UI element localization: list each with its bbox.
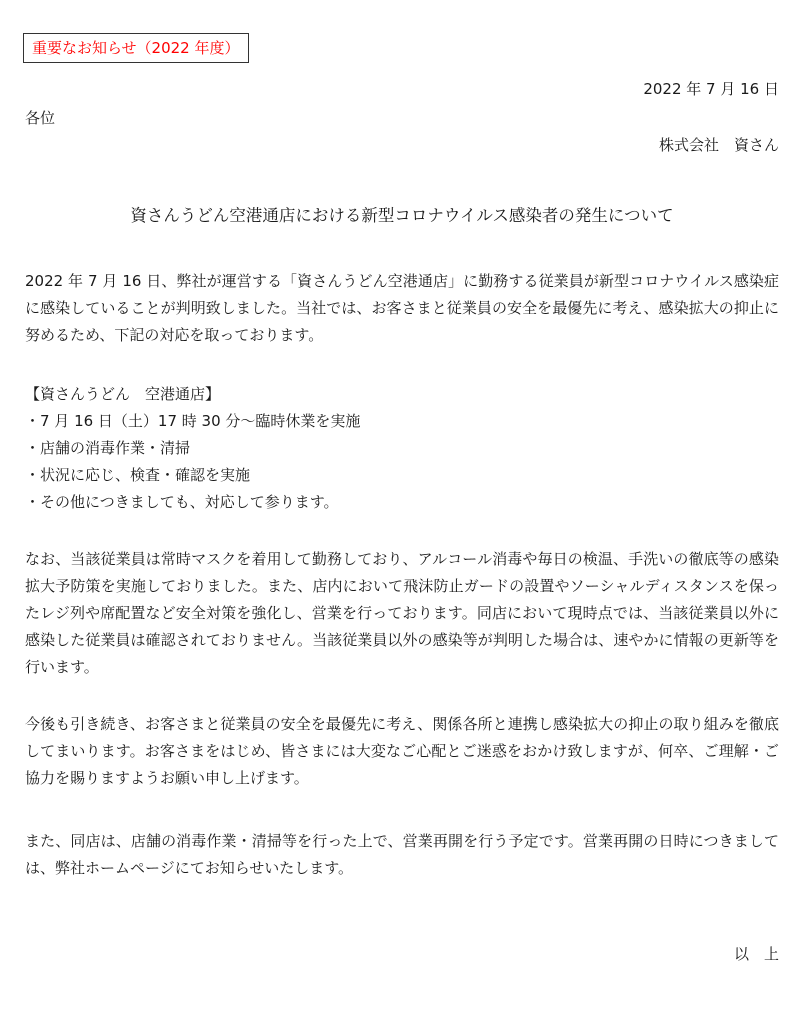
commitment-paragraph: 今後も引き続き、お客さまと従業員の安全を最優先に考え、関係各所と連携し感染拡大の抑止の取り組みを徹底してまいります。お客さまをはじめ、皆さまには大変なご心配とご迷惑をおかけ致しますが、何卒、ご理解・ご協力を賜りますようお願い申し上げます。 <box>25 715 779 787</box>
addressee: 各位 <box>25 109 56 127</box>
store-measures-list <box>25 381 779 516</box>
closing-mark: 以 上 <box>733 945 779 963</box>
document-date: 2022 年 7 月 16 日 <box>643 80 779 98</box>
intro-paragraph: 2022 年 7 月 16 日、弊社が運営する「資さんうどん空港通店」に勤務する従業員が新型コロナウイルス感染症に感染していることが判明致しました。当社では、お客さまと従業員の安全を最優先に考え、感染拡大の抑止に努めるため、下記の対応を取っております。 <box>25 272 779 344</box>
document-title: 資さんうどん空港通店における新型コロナウイルス感染者の発生について <box>130 206 674 225</box>
details-paragraph: なお、当該従業員は常時マスクを着用して勤務しており、アルコール消毒や毎日の検温、手洗いの徹底等の感染拡大予防策を実施しておりました。また、店内において飛沫防止ガードの設置やソーシャルディスタンスを保ったレジ列や席配置など安全対策を強化し、営業を行っております。同店において現時点では、当該従業員以外に感染した従業員は確認されておりません。当該従業員以外の感染等が判明した場合は、速やかに情報の更新等を行います。 <box>25 550 779 676</box>
important-notice-badge: 重要なお知らせ（2022 年度） <box>23 33 249 63</box>
measure-item: ・店舗の消毒作業・清掃 <box>25 439 191 457</box>
reopening-paragraph: また、同店は、店舗の消毒作業・清掃等を行った上で、営業再開を行う予定です。営業再開の日時につきましては、弊社ホームページにてお知らせいたします。 <box>25 832 779 877</box>
measure-item: ・状況に応じ、検査・確認を実施 <box>25 466 251 484</box>
store-measures-heading: 【資さんうどん 空港通店】 <box>25 385 221 403</box>
company-name: 株式会社 資さん <box>658 136 779 154</box>
measure-item: ・7 月 16 日（土）17 時 30 分～臨時休業を実施 <box>25 412 361 430</box>
measure-item: ・その他につきましても、対応して参ります。 <box>25 493 339 511</box>
